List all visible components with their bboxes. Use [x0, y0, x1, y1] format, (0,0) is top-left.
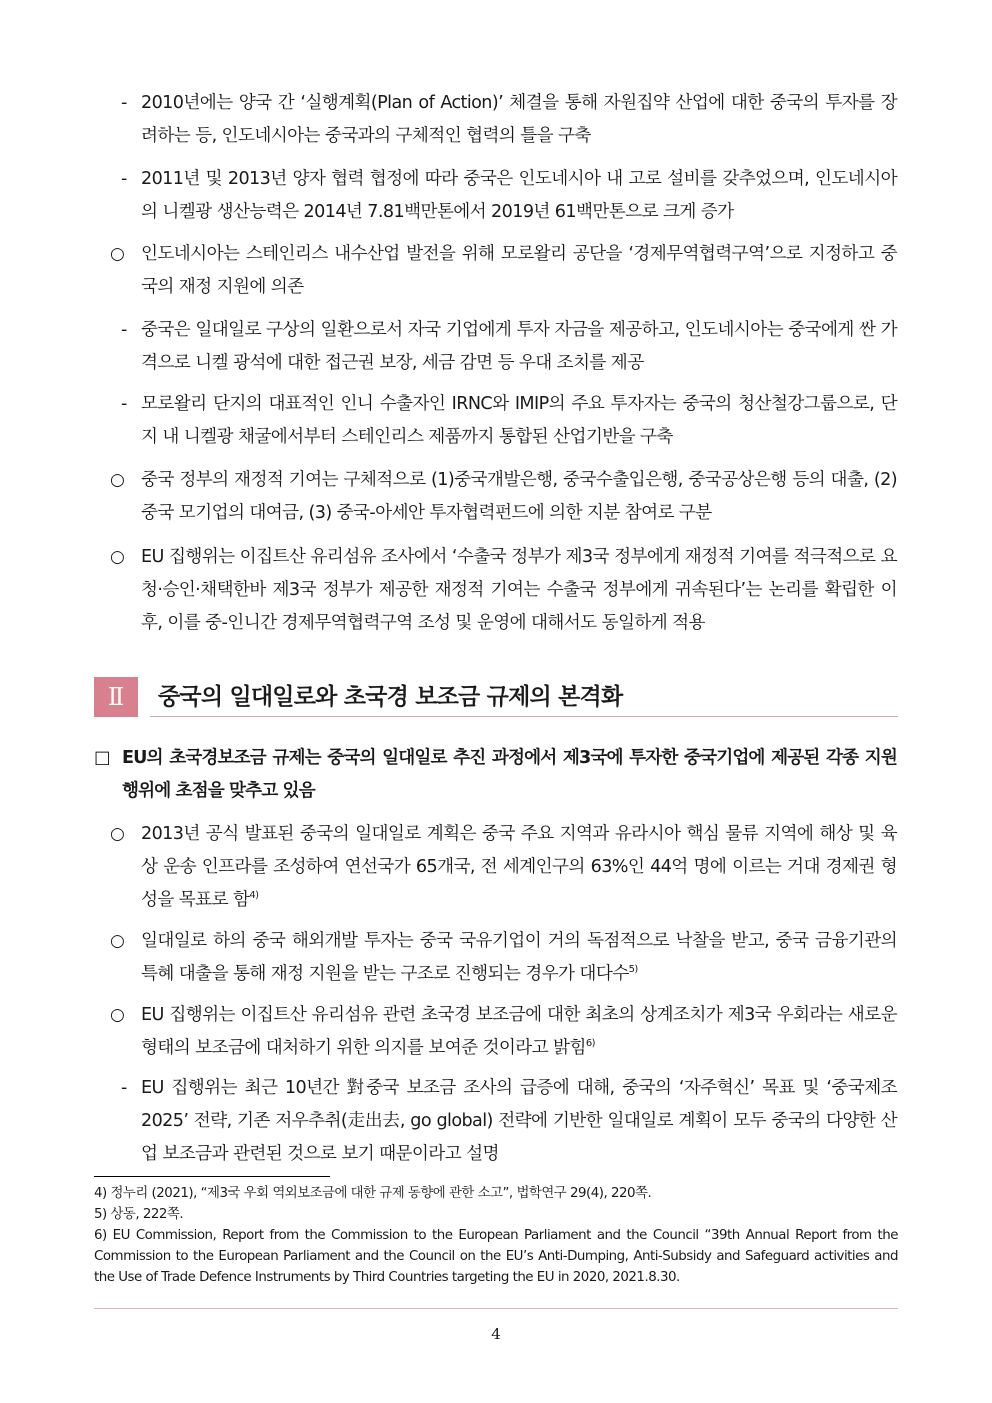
bullet-text: 모로왈리 단지의 대표적인 인니 수출자인 IRNC와 IMIP의 주요 투자자는 중국의 청산철강그룹으로, 단지 내 니켈광 채굴에서부터 스테인리스 제품까지 통합된 산업기반을 구축: [141, 394, 897, 447]
bullet-text: 중국 정부의 재정적 기여는 구체적으로 (1)중국개발은행, 중국수출입은행, 중국공상은행 등의 대출, (2)중국 모기업의 대여금, (3) 중국-아세안 투자협력펀드에 의한 지분 참여로 구분: [141, 470, 897, 523]
section-number: Ⅱ: [94, 677, 138, 717]
footnotes: [94, 1183, 898, 1288]
bullet-item: [0, 818, 992, 917]
body-section-1: [0, 87, 992, 640]
bullet-item: [0, 541, 992, 640]
bullet-item: [0, 238, 992, 304]
bullet-item: [0, 314, 992, 380]
dash-marker: -: [121, 93, 127, 113]
dash-marker: -: [121, 1078, 127, 1098]
bullet-item: [0, 999, 992, 1065]
circle-marker: ○: [110, 824, 125, 844]
circle-marker: ○: [110, 244, 125, 264]
footnote-ref[interactable]: 5): [628, 964, 638, 976]
body-section-2: [0, 742, 992, 1171]
bullet-item: [0, 1072, 992, 1171]
bullet-text: EU 집행위는 최근 10년간 對중국 보조금 조사의 급증에 대해, 중국의 ‘자주혁신’ 목표 및 ‘중국제조 2025’ 전략, 기존 저우추취(走出去, go global) 전략에 기반한 일대일로 계획이 모두 중국의 다양한 산업 보조금과 관련된 것으로 보기 때문이라고 설명: [141, 1078, 897, 1164]
circle-marker: ○: [110, 931, 125, 951]
dash-marker: -: [121, 169, 127, 189]
bullet-text: 2011년 및 2013년 양자 협력 협정에 따라 중국은 인도네시아 내 고로 설비를 갖추었으며, 인도네시아의 니켈광 생산능력은 2014년 7.81백만톤에서 2019년 61백만톤으로 크게 증가: [141, 169, 897, 222]
footnote-4: 4) 정누리 (2021), “제3국 우회 역외보조금에 대한 규제 동향에 관한 소고”, 법학연구 29(4), 220쪽.: [94, 1186, 652, 1201]
footnote-ref[interactable]: 4): [249, 890, 259, 902]
bullet-text: 2013년 공식 발표된 중국의 일대일로 계획은 중국 주요 지역과 유라시아 핵심 물류 지역에 해상 및 육상 운송 인프라를 조성하여 연선국가 65개국, 전 세계인구의 63%인 44억 명에 이르는 거대 경제권 형성을 목표로 함: [141, 824, 897, 910]
bullet-text: 인도네시아는 스테인리스 내수산업 발전을 위해 모로왈리 공단을 ‘경제무역협력구역’으로 지정하고 중국의 재정 지원에 의존: [141, 244, 897, 297]
circle-marker: ○: [110, 547, 125, 567]
heading-underline: [150, 716, 898, 717]
bullet-text: EU 집행위는 이집트산 유리섬유 조사에서 ‘수출국 정부가 제3국 정부에게 재정적 기여를 적극적으로 요청·승인·채택한바 제3국 정부가 제공한 재정적 기여는 수출국 정부에게 귀속된다’는 논리를 확립한 이후, 이를 중-인니간 경제무역협력구역 조성 및 운영에 대해서도 동일하게 적용: [141, 547, 897, 633]
footnote-5: 5) 상동, 222쪽.: [94, 1207, 184, 1222]
bullet-text: 중국은 일대일로 구상의 일환으로서 자국 기업에게 투자 자금을 제공하고, 인도네시아는 중국에게 싼 가격으로 니켈 광석에 대한 접근권 보장, 세금 감면 등 우대 조치를 제공: [141, 320, 897, 373]
bullet-item: [0, 742, 992, 808]
bullet-item: [0, 388, 992, 454]
bullet-item: [0, 163, 992, 229]
bullet-text: 2010년에는 양국 간 ‘실행계획(Plan of Action)’ 체결을 통해 자원집약 산업에 대한 중국의 투자를 장려하는 등, 인도네시아는 중국과의 구체적인 협력의 틀을 구축: [141, 93, 897, 146]
footnote-6: 6) EU Commission, Report from the Commission to the European Parliament and the Council “39th Annual Report from the Commission to the European Parliament and the Council on the EU’s Anti-Dumping, Anti-Subsidy and Safeguard activities and the Use of Trade Defence Instruments by Third Countries targeting the EU in 2020, 2021.8.30.: [94, 1228, 898, 1285]
section-title: 중국의 일대일로와 초국경 보조금 규제의 본격화: [158, 684, 623, 710]
bullet-text: EU의 초국경보조금 규제는 중국의 일대일로 추진 과정에서 제3국에 투자한 중국기업에 제공된 각종 지원 행위에 초점을 맞추고 있음: [122, 748, 897, 801]
bullet-text: 일대일로 하의 중국 해외개발 투자는 중국 국유기업이 거의 독점적으로 낙찰을 받고, 중국 금융기관의 특혜 대출을 통해 재정 지원을 받는 구조로 진행되는 경우가 대다수: [141, 931, 897, 984]
dash-marker: -: [121, 320, 127, 340]
circle-marker: ○: [110, 1005, 125, 1025]
dash-marker: -: [121, 394, 127, 414]
bullet-item: [0, 87, 992, 153]
bullet-item: [0, 464, 992, 530]
page-number: 4: [491, 1325, 501, 1343]
footnote-separator: [94, 1176, 330, 1177]
circle-marker: ○: [110, 470, 125, 490]
footnote-ref[interactable]: 6): [585, 1038, 595, 1050]
square-marker: □: [94, 748, 110, 768]
section-heading: [94, 677, 898, 717]
bullet-item: [0, 925, 992, 991]
bullet-text: EU 집행위는 이집트산 유리섬유 관련 초국경 보조금에 대한 최초의 상계조치가 제3국 우회라는 새로운 형태의 보조금에 대처하기 위한 의지를 보여준 것이라고 밝힘: [141, 1005, 897, 1058]
page-bottom-rule: [94, 1308, 898, 1309]
